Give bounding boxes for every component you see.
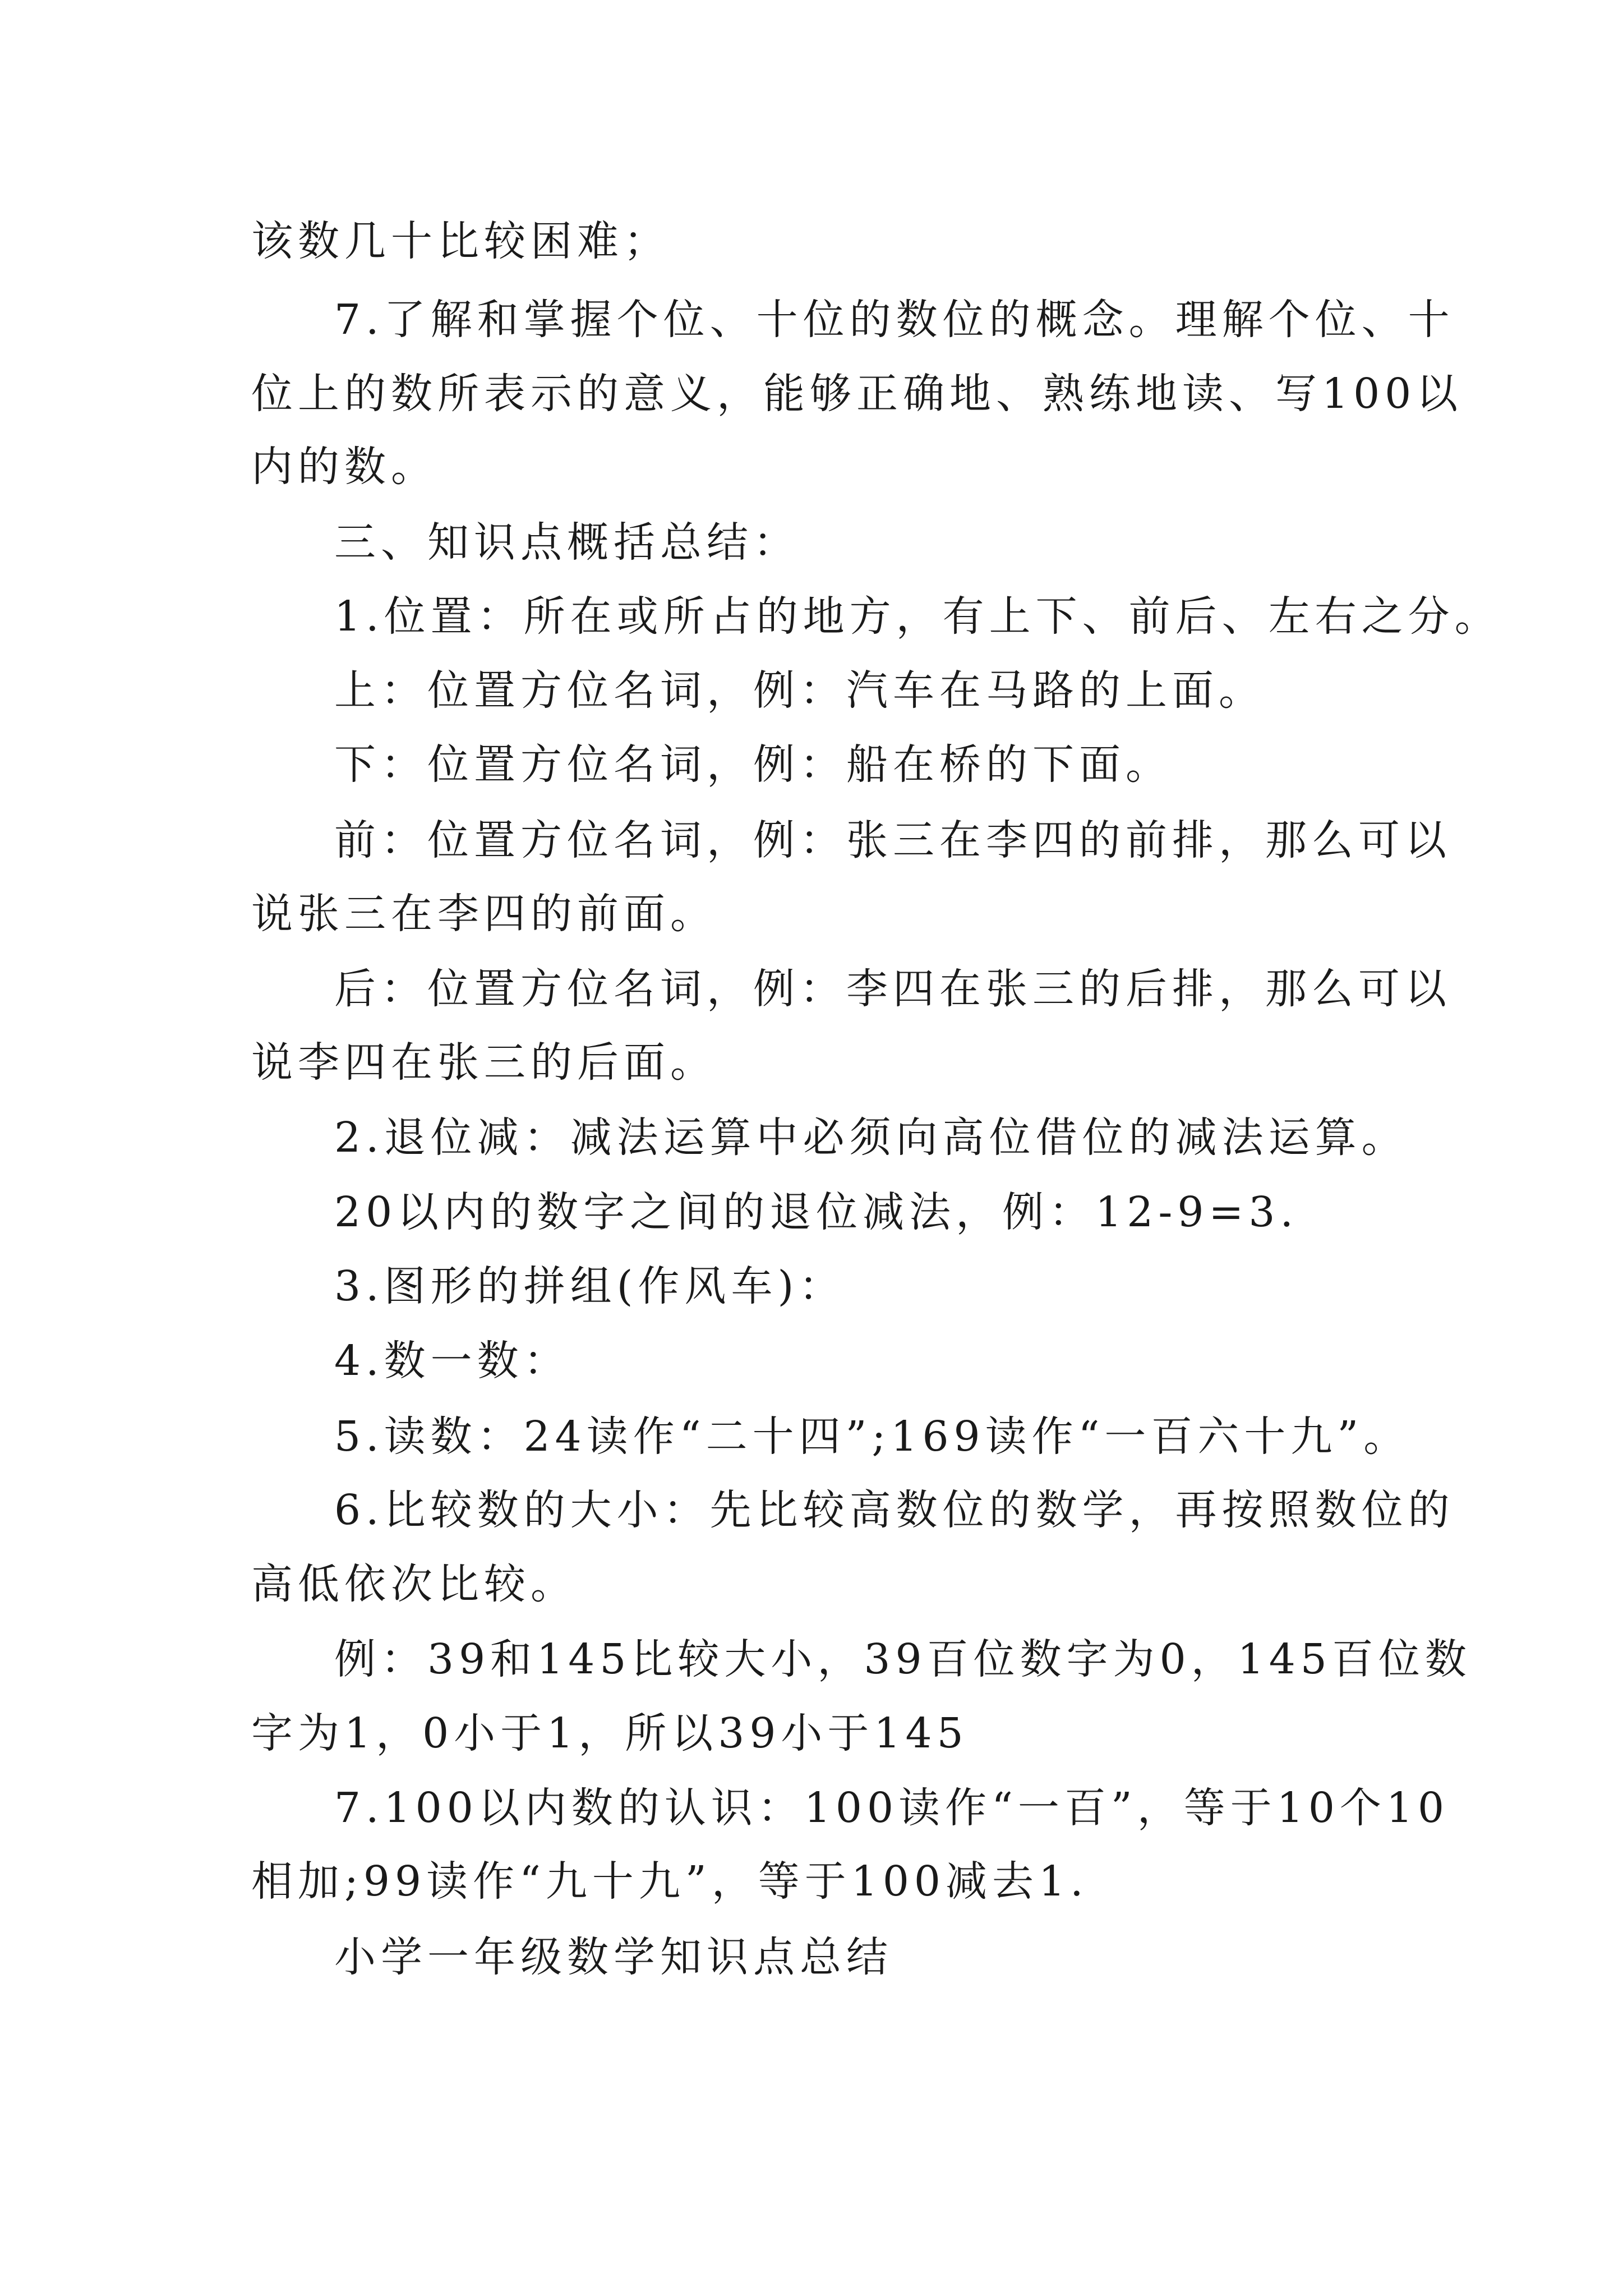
text-line: 高低依次比较。 <box>251 1560 577 1608</box>
text-line: 位上的数所表示的意义，能够正确地、熟练地读、写100以 <box>251 370 1463 418</box>
text-line: 1.位置：所在或所占的地方，有上下、前后、左右之分。 <box>334 592 1501 641</box>
section-heading: 三、知识点概括总结： <box>334 518 800 567</box>
text-line: 字为1，0小于1，所以39小于145 <box>251 1709 969 1757</box>
text-line: 5.读数：24读作“二十四”;169读作“一百六十九”。 <box>334 1412 1410 1461</box>
text-line: 说李四在张三的后面。 <box>251 1038 717 1087</box>
text-line: 7.了解和掌握个位、十位的数位的概念。理解个位、十 <box>334 296 1455 344</box>
text-line: 下：位置方位名词，例：船在桥的下面。 <box>334 740 1172 789</box>
text-line: 4.数一数： <box>334 1337 570 1385</box>
text-line: 6.比较数的大小：先比较高数位的数学，再按照数位的 <box>334 1486 1455 1534</box>
text-line: 内的数。 <box>251 443 437 491</box>
text-line: 前：位置方位名词，例：张三在李四的前排，那么可以 <box>334 816 1451 864</box>
text-line: 后：位置方位名词，例：李四在张三的后排，那么可以 <box>334 965 1451 1013</box>
text-line: 2.退位减：减法运算中必须向高位借位的减法运算。 <box>334 1114 1408 1162</box>
text-line: 3.图形的拼组(作风车)： <box>334 1262 846 1310</box>
text-line: 相加;99读作“九十九”，等于100减去1. <box>251 1857 1089 1906</box>
text-line: 说张三在李四的前面。 <box>251 890 717 938</box>
text-line: 例：39和145比较大小，39百位数字为0，145百位数 <box>334 1635 1472 1683</box>
text-line: 小学一年级数学知识点总结 <box>334 1933 893 1981</box>
text-line: 上：位置方位名词，例：汽车在马路的上面。 <box>334 666 1265 715</box>
text-line: 该数几十比较困难； <box>251 217 670 265</box>
text-line: 20以内的数字之间的退位减法，例：12-9=3. <box>334 1188 1299 1236</box>
text-line: 7.100以内数的认识：100读作“一百”，等于10个10 <box>334 1784 1450 1832</box>
